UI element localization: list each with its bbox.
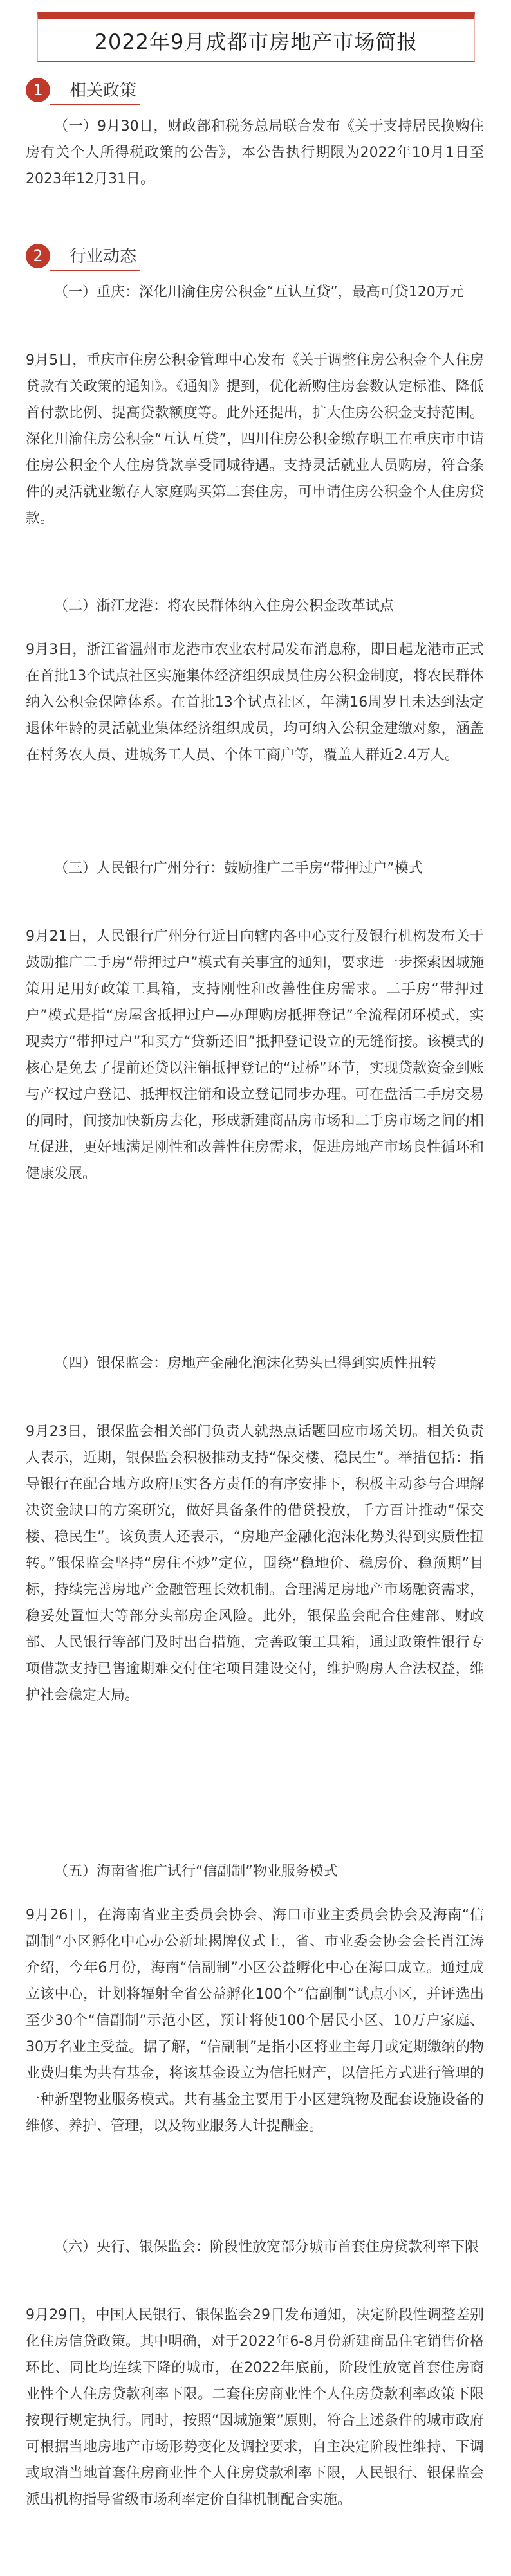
policy-paragraph: （一）9月30日，财政部和税务总局联合发布《关于支持居民换购住房有关个人所得税政策的公告》，本公告执行期限为2022年10月1日至2023年12月31日。 (26, 118, 484, 187)
section-number-badge: 2 (26, 244, 50, 268)
item-body: 9月21日，人民银行广州分行近日向辖内各中心支行及银行机构发布关于鼓励推广二手房“带押过户”模式有关事宜的通知，要求进一步探索因城施策用足用好政策工具箱，支持刚性和改善性住房需求。二手房“带押过户”模式是指“房屋含抵押过户—办理购房抵押登记”全流程闭环模式，实现卖方“带押过户”和买方“贷新还旧”抵押登记设立的无缝衔接。该模式的核心是免去了提前还贷以注销抵押登记的“过桥”环节，实现贷款资金到账与产权过户登记、抵押权注销和设立登记同步办理。可在盘活二手房交易的同时，间接加快新房去化，形成新建商品房市场和二手房市场之间的相互促进，更好地满足刚性和改善性住房需求，促进房地产市场良性循环和健康发展。 (26, 929, 484, 1182)
item-body: 9月29日，中国人民银行、银保监会29日发布通知，决定阶段性调整差别化住房信贷政策。其中明确，对于2022年6-8月份新建商品住宅销售价格环比、同比均连续下降的城市，在2022年底前，阶段性放宽首套住房商业性个人住房贷款利率下限。二套住房商业性个人住房贷款利率政策下限按现行规定执行。同时，按照“因城施策”原则，符合上述条件的城市政府可根据当地房地产市场形势变化及调控要求，自主决定阶段性维持、下调或取消当地首套住房商业性个人住房贷款利率下限，人民银行、银保监会派出机构指导省级市场利率定价自律机制配合实施。 (26, 2307, 484, 2508)
section-label: 行业动态 (70, 246, 137, 266)
item-heading: （三）人民银行广州分行：鼓励推广二手房“带押过户”模式 (54, 860, 423, 876)
item-body: 9月5日，重庆市住房公积金管理中心发布《关于调整住房公积金个人住房贷款有关政策的通知》。《通知》提到，优化新购住房套数认定标准、降低首付款比例、提高贷款额度等。此外还提出，扩大住房公积金支持范围。深化川渝住房公积金“互认互贷”，四川住房公积金缴存职工在重庆市申请住房公积金个人住房贷款享受同城待遇。支持灵活就业人员购房，符合条件的灵活就业缴存人家庭购买第二套住房，可申请住房公积金个人住房贷款。 (26, 352, 484, 527)
section-underline (50, 270, 140, 271)
item-heading: （六）央行、银保监会：阶段性放宽部分城市首套住房贷款利率下限 (54, 2239, 479, 2255)
section-header-policy (26, 76, 136, 104)
section-underline (50, 104, 140, 105)
title-banner (37, 12, 475, 62)
item-heading: （五）海南省推广试行“信副制”物业服务模式 (54, 1864, 338, 1880)
item-body: 9月23日，银保监会相关部门负责人就热点话题回应市场关切。相关负责人表示，近期，银保监会积极推动支持“保交楼、稳民生”。举措包括：指导银行在配合地方政府压实各方责任的有序安排下，积极主动参与合理解决资金缺口的方案研究，做好具备条件的借贷投放，千方百计推动“保交楼、稳民生”。该负责人还表示，“房地产金融化泡沫化势头得到实质性扭转。”银保监会坚持“房住不炒”定位，围绕“稳地价、稳房价、稳预期”目标，持续完善房地产金融管理长效机制。合理满足房地产市场融资需求，稳妥处置恒大等部分头部房企风险。此外，银保监会配合住建部、财政部、人民银行等部门及时出台措施，完善政策工具箱，通过政策性银行专项借款支持已售逾期难交付住宅项目建设交付，维护购房人合法权益，维护社会稳定大局。 (26, 1424, 484, 1703)
section-number-badge: 1 (26, 78, 50, 102)
item-heading: （一）重庆：深化川渝住房公积金“互认互贷”，最高可贷120万元 (54, 284, 464, 300)
section-header-industry (26, 242, 136, 270)
item-body: 9月26日，在海南省业主委员会协会、海口市业主委员会协会及海南“信副制”小区孵化中心办公新址揭牌仪式上，省、市业委会协会会长肖江涛介绍，今年6月份，海南“信副制”小区公益孵化中心在海口成立。通过成立该中心，计划将辐射全省公益孵化100个“信副制”试点小区，并评选出至少30个“信副制”示范小区，预计将使100个居民小区、10万户家庭、30万名业主受益。据了解，“信副制”是指小区将业主每月或定期缴纳的物业费归集为共有基金，将该基金设立为信托财产，以信托方式进行管理的一种新型物业服务模式。共有基金主要用于小区建筑物及配套设施设备的维修、养护、管理，以及物业服务人计提酬金。 (26, 1907, 484, 2134)
section-label: 相关政策 (70, 80, 137, 100)
item-heading: （四）银保监会：房地产金融化泡沫化势头已得到实质性扭转 (54, 1356, 437, 1372)
page-title: 2022年9月成都市房地产市场简报 (94, 29, 418, 54)
item-heading: （二）浙江龙港：将农民群体纳入住房公积金改革试点 (54, 598, 395, 614)
item-body: 9月3日，浙江省温州市龙港市农业农村局发布消息称，即日起龙港市正式在首批13个试点社区实施集体经济组织成员住房公积金制度，将农民群体纳入公积金保障体系。在首批13个试点社区，年满16周岁且未达到法定退休年龄的灵活就业集体经济组织成员，均可纳入公积金建缴对象，涵盖在村务农人员、进城务工人员、个体工商户等，覆盖人群近2.4万人。 (26, 642, 484, 763)
